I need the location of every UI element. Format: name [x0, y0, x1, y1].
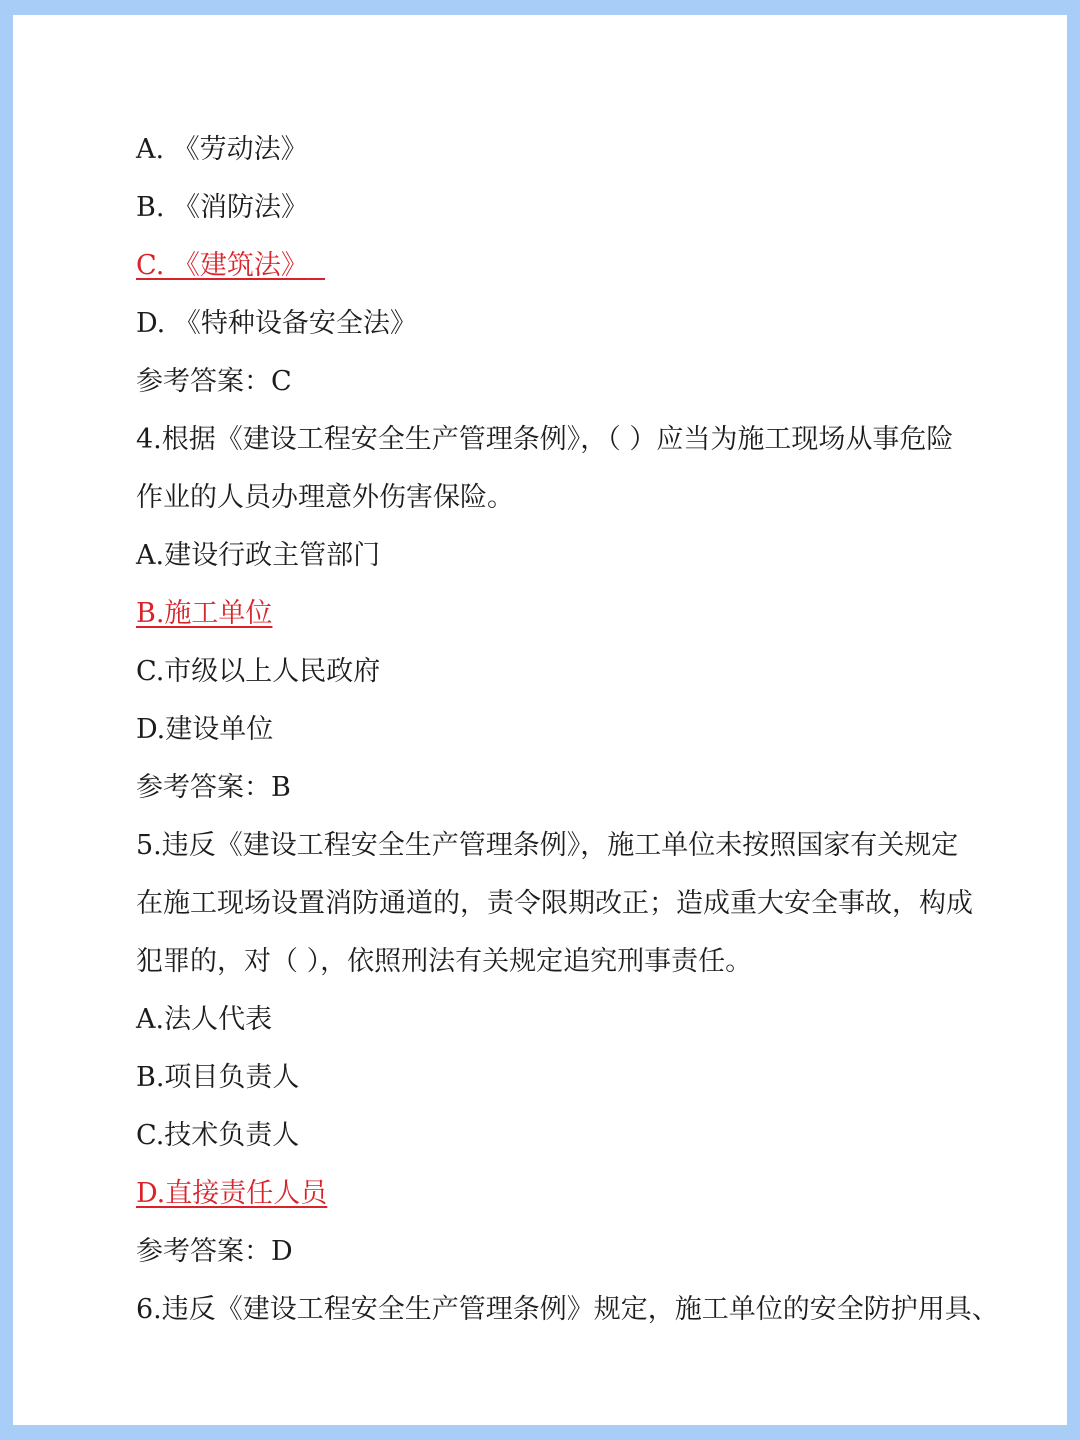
document-page: [13, 15, 1067, 1425]
question-text-block: [136, 121, 999, 1339]
correct-option-line: C. 《建筑法》: [136, 250, 308, 281]
question-text: 6.违反《建设工程安全生产管理条例》规定，施工单位的安全防护用具、: [136, 1294, 999, 1325]
option-line: B. 《消防法》: [136, 192, 309, 223]
question-text: 作业的人员办理意外伤害保险。: [136, 482, 514, 513]
reference-answer: 参考答案：C: [136, 366, 292, 397]
option-line: D. 《特种设备安全法》: [136, 308, 417, 339]
option-line: A. 《劳动法》: [136, 134, 308, 165]
option-line: C.技术负责人: [136, 1120, 300, 1151]
option-line: B.项目负责人: [136, 1062, 300, 1093]
reference-answer: 参考答案：D: [136, 1236, 293, 1267]
correct-option-line: D.直接责任人员: [136, 1178, 328, 1209]
reference-answer: 参考答案：B: [136, 772, 291, 803]
option-line: D.建设单位: [136, 714, 274, 745]
question-text: 犯罪的，对（ ），依照刑法有关规定追究刑事责任。: [136, 946, 753, 977]
option-line: C.市级以上人民政府: [136, 656, 381, 687]
option-line: A.法人代表: [136, 1004, 273, 1035]
question-text: 4.根据《建设工程安全生产管理条例》，（ ）应当为施工现场从事危险: [136, 424, 954, 455]
question-text: 在施工现场设置消防通道的，责令限期改正；造成重大安全事故，构成: [136, 888, 973, 919]
correct-option-line: B.施工单位: [136, 598, 273, 629]
question-text: 5.违反《建设工程安全生产管理条例》，施工单位未按照国家有关规定: [136, 830, 959, 861]
option-line: A.建设行政主管部门: [136, 540, 381, 571]
